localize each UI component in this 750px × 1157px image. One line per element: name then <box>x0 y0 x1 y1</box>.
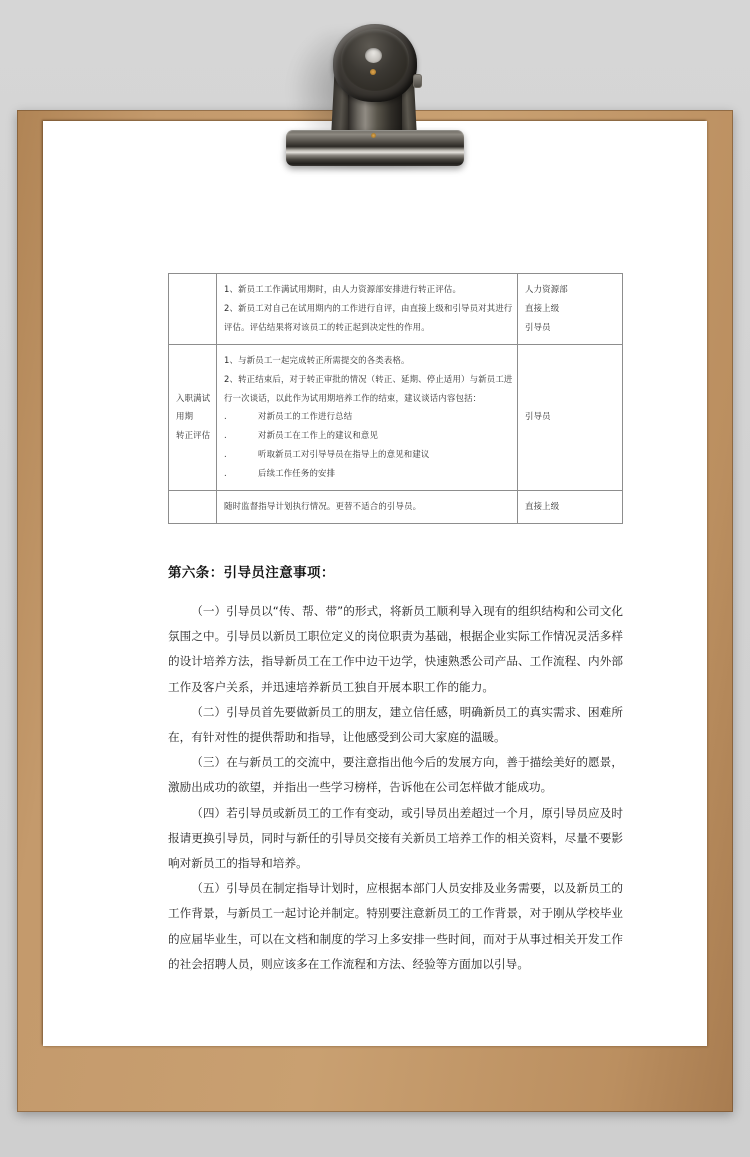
owner-line: 人力资源部 <box>525 284 568 294</box>
bullet-item <box>224 426 510 445</box>
table-cell-content <box>217 344 518 490</box>
bullet-marker: . <box>224 411 227 422</box>
bullet-marker: . <box>224 430 227 441</box>
paragraph: （五）引导员在制定指导计划时，应根据本部门人员安排及业务需要，以及新员工的工作背景，与新员工一起讨论并制定。特别要注意新员工的工作背景，对于刚从学校毕业的应届毕业生，可以在文档和制度的学习上多安排一些时间，而对于从事过相关开发工作的社会招聘人员，则应该多在工作流程和方法、经验等方面加以引导。 <box>168 881 623 971</box>
paragraph: （一）引导员以“传、帮、带”的形式，将新员工顺利导入现有的组织结构和公司文化氛围之中。引导员以新员工职位定义的岗位职责为基础，根据企业实际工作情况灵活多样的设计培养方法，指导新员工在工作中边干边学，快速熟悉公司产品、工作流程、内外部工作及客户关系，并迅速培养新员工独自开展本职工作的能力。 <box>168 604 623 694</box>
table-cell-owner <box>518 274 623 345</box>
body-text-block <box>168 599 623 977</box>
responsibility-table-wrapper <box>168 273 622 524</box>
content-line: 1、与新员工一起完成转正所需提交的各类表格。 <box>224 354 410 365</box>
bullet-text: 听取新员工对引导导员在指导上的意见和建议 <box>258 449 430 460</box>
stage-label-line: 转正评估 <box>176 430 211 441</box>
owner-line: 直接上级 <box>525 302 560 313</box>
content-line: 2、转正结束后，对于转正审批的情况（转正、延期、停止适用）与新员工进 <box>224 373 513 384</box>
stage-label-line: 用期 <box>176 411 194 422</box>
bullet-text: 对新员工在工作上的建议和意见 <box>258 430 379 441</box>
table-cell-owner <box>518 491 623 524</box>
table-cell-content <box>217 491 518 524</box>
paragraph: （三）在与新员工的交流中，要注意指出他今后的发展方向，善于描绘美好的愿景，激励出成功的欲望，并指出一些学习榜样，告诉他在公司怎样做才能成功。 <box>168 755 623 795</box>
paragraph: （四）若引导员或新员工的工作有变动，或引导员出差超过一个月，原引导员应及时报请更换引导员，同时与新任的引导员交接有关新员工培养工作的相关资料，尽量不要影响对新员工的指导和培养。 <box>168 805 623 871</box>
content-line: 评估。评估结果将对该员工的转正起到决定性的作用。 <box>224 321 430 332</box>
bullet-text: 后续工作任务的安排 <box>258 468 336 479</box>
owner-line: 直接上级 <box>525 501 560 512</box>
table-cell-content <box>217 274 518 345</box>
table-cell-stage <box>169 491 217 524</box>
table-cell-stage <box>169 274 217 345</box>
owner-line: 引导员 <box>525 321 551 332</box>
bullet-marker: . <box>224 449 227 460</box>
bullet-item <box>224 407 510 426</box>
owner-line: 引导员 <box>525 411 551 422</box>
content-line: 随时监督指导计划执行情况。更替不适合的引导员。 <box>224 501 422 512</box>
clipboard-frame <box>17 110 733 1112</box>
content-line: 行一次谈话，以此作为试用期培养工作的结束，建议谈话内容包括： <box>224 392 482 403</box>
section-heading: 第六条：引导员注意事项： <box>168 565 335 581</box>
content-line: 1、新员工工作满试用期时，由人力资源部安排进行转正评估。 <box>224 284 462 294</box>
bullet-item <box>224 445 510 464</box>
table-row <box>169 344 623 490</box>
bullet-text: 对新员工的工作进行总结 <box>258 411 353 422</box>
bullet-marker: . <box>224 468 227 479</box>
document-content <box>43 121 707 1046</box>
table-cell-owner <box>518 344 623 490</box>
paragraph: （二）引导员首先要做新员工的朋友，建立信任感，明确新员工的真实需求、困难所在，有针对性的提供帮助和指导，让他感受到公司大家庭的温暖。 <box>168 704 623 745</box>
content-line: 2、新员工对自己在试用期内的工作进行自评，由直接上级和引导员对其进行 <box>224 302 513 313</box>
responsibility-table <box>168 273 623 524</box>
document-paper <box>43 121 707 1046</box>
table-row <box>169 274 623 345</box>
stage-label-line: 入职满试 <box>176 392 211 403</box>
bullet-item <box>224 464 510 483</box>
table-cell-stage <box>169 344 217 490</box>
table-row <box>169 491 623 524</box>
